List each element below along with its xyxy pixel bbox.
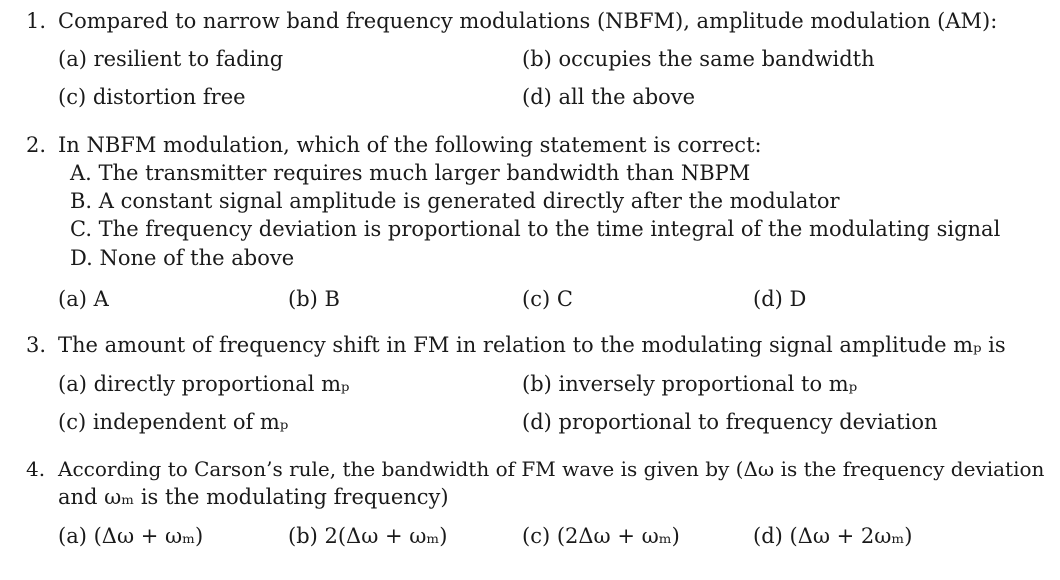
question-3-option-a: (a) directly proportional mₚ [58,372,350,396]
question-text: According to Carson’s rule, the bandwidth of FM wave is given by (Δω is the frequency deviation [58,457,1045,481]
question-2-option-b: (b) B [288,287,340,311]
question-2-statement-d: D. None of the above [70,246,295,270]
question-number: 4. [26,457,46,481]
question-4 [26,455,1044,483]
question-3-option-b: (b) inversely proportional to mₚ [522,372,858,396]
question-2-option-a: (a) A [58,287,109,311]
question-3-option-d: (d) proportional to frequency deviation [522,410,938,434]
question-3-option-c: (c) independent of mₚ [58,410,289,434]
question-4-option-b: (b) 2(Δω + ωₘ) [288,524,448,548]
question-2-statement-b: B. A constant signal amplitude is generated directly after the modulator [70,189,840,213]
question-text: Compared to narrow band frequency modulations (NBFM), amplitude modulation (AM): [58,9,998,33]
question-2 [26,131,762,159]
question-2-statement-a: A. The transmitter requires much larger bandwidth than NBPM [70,161,751,185]
question-4-option-d: (d) (Δω + 2ωₘ) [753,524,913,548]
question-2-option-d: (d) D [753,287,807,311]
question-3 [26,331,1006,359]
question-1-option-b: (b) occupies the same bandwidth [522,47,875,71]
question-text: The amount of frequency shift in FM in relation to the modulating signal amplitude mₚ is [58,333,1006,357]
question-1-option-a: (a) resilient to fading [58,47,284,71]
question-text: In NBFM modulation, which of the following statement is correct: [58,133,762,157]
question-2-option-c: (c) C [522,287,573,311]
question-2-statement-c: C. The frequency deviation is proportional to the time integral of the modulating signal [70,217,1001,241]
question-1-option-d: (d) all the above [522,85,696,109]
question-1 [26,7,997,35]
question-number: 3. [26,333,47,357]
question-number: 1. [26,9,47,33]
question-4-option-c: (c) (2Δω + ωₘ) [522,524,680,548]
question-number: 2. [26,133,47,157]
question-1-option-c: (c) distortion free [58,85,246,109]
question-4-text-continued: and ωₘ is the modulating frequency) [58,485,449,509]
question-4-option-a: (a) (Δω + ωₘ) [58,524,204,548]
